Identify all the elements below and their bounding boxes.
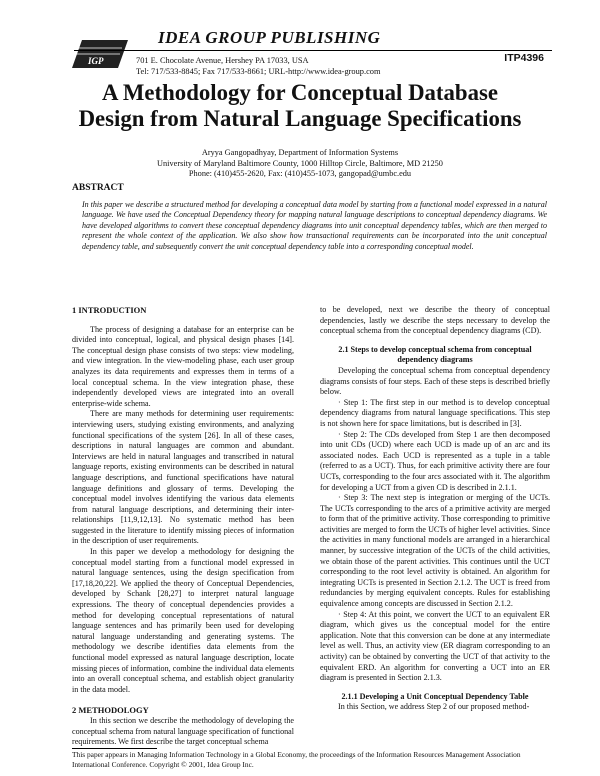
left-column <box>72 305 294 748</box>
subsection-2-1-heading-line-1: 2.1 Steps to develop conceptual schema from conceptual <box>338 344 532 354</box>
address-line-2: Tel: 717/533-8845; Fax 717/533-8661; URL-http://www.idea-group.com <box>136 67 381 76</box>
author-line-1: Aryya Gangopadhyay, Department of Information Systems <box>201 148 399 157</box>
author-line-3: Phone: (410)455-2620, Fax: (410)455-1073, gangopad@umbc.edu <box>188 169 412 179</box>
intro-paragraph-3: In this paper we develop a methodology for designing the conceptual model starting from a functional model expressed in natural language sentences, using the design specification from [17,18,20,22]. We applied the theory of Conceptual Dependencies, developed by Schank [28,27] to interpret natural language expressions. The theory of conceptual dependencies provides a method for developing conceptual representations of natural language sentences and has primarily been used for developing natural language understanding and generating systems. The methodology we describe identifies data elements from the functional model expressed as natural language description, locate missing pieces of information, combine the individual data elements into an overall conceptual schema, and establish object granularity in the data model. <box>72 547 294 694</box>
right-column <box>320 305 550 713</box>
author-line-2: University of Maryland Baltimore County, 1000 Hilltop Circle, Baltimore, MD 21250 <box>157 158 443 168</box>
header-rule <box>74 50 552 51</box>
publisher-address <box>136 55 381 77</box>
logo-text: IGP <box>88 56 104 66</box>
methodology-paragraph-1: In this section we describe the methodology of developing the conceptual schema from natural language specification of functional requirements. We first describe the target conceptual schema <box>72 715 294 747</box>
step-4-paragraph: · Step 4: At this point, we convert the UCT to an equivalent ER diagram, which gives us the conceptual model for the entire application. Note that this conversion can be done at any intermediate level as well. Thus, an activity view (ER diagram corresponding to an activity) can be obtained by converting the UCT of that activity to the equivalent ERD. An algorithm for converting a UCT into an ER diagram is presented in Section 2.1.3. <box>320 609 550 683</box>
paper-title <box>0 80 600 132</box>
paper-id: ITP4396 <box>504 52 544 64</box>
address-line-1: 701 E. Chocolate Avenue, Hershey PA 17033, USA <box>136 56 309 65</box>
subsection-2-1-heading-line-2: dependency diagrams <box>397 355 473 365</box>
publisher-name: IDEA GROUP PUBLISHING <box>158 28 381 47</box>
footer-rule <box>72 748 157 749</box>
intro-paragraph-1: The process of designing a database for an enterprise can be divided into conceptual, logical, and physical design phases [14]. The conceptual design phase consists of two steps: view modeling, and view integration. In the view-modeling phase, each user group analyzes its data requirements and expresses them in terms of a local conceptual schema. In the view integration phase, these independently developed views are integrated into an overall enterprise-wide schema. <box>72 324 294 408</box>
section-2-heading: 2 METHODOLOGY <box>72 705 149 716</box>
abstract-heading: ABSTRACT <box>72 183 124 193</box>
step-1-paragraph: · Step 1: The first step in our method is to develop conceptual dependency diagrams from natural language specifications. This step is not shown here for space limitations, but is described in [3]. <box>320 397 550 428</box>
title-line-1: A Methodology for Conceptual Database <box>102 80 498 105</box>
steps-intro-paragraph: Developing the conceptual schema from conceptual dependency diagrams consists of four steps. Each of these steps is described briefly below. <box>320 365 550 397</box>
subsection-2-1-1-paragraph: In this Section, we address Step 2 of our proposed method- <box>338 702 530 712</box>
abstract-text: In this paper we describe a structured method for developing a conceptual data model by starting from a functional model expressed in a natural language. We have used the Conceptual Dependency theory for mapping natural language descriptions to conceptual dependency diagrams. We have developed algorithms to convert these conceptual dependency diagrams into unit conceptual dependency tables, which are then merged to represent the whole context of the application. We also show how transactional requirements can be incorporated into the unit conceptual dependency table, and subsequently convert the unit conceptual dependency table into a corresponding conceptual model. <box>82 200 547 251</box>
author-block <box>0 148 600 180</box>
methodology-paragraph-cont: to be developed, next we describe the theory of conceptual dependencies, lastly we describe the steps necessary to develop the conceptual schema from the conceptual dependency diagrams (CD). <box>320 305 550 336</box>
intro-paragraph-2: There are many methods for determining user requirements: interviewing users, studying existing environments, and analyzing functional specifications of the system [26]. In all of these cases, descriptions in natural languages are common and abundant. Interviews are held in natural languages and transcribed in natural language reports, existing environments can be described in natural language descriptions, and functional specifications have natural language definitions and glossary of terms. Developing the conceptual model involves identifying the various data elements from natural language descriptions, and determining their inter-relationships [11,9,12,13]. No systematic method has been suggested in the literature to identify missing pieces of information in the description of user requirements. <box>72 409 294 546</box>
step-2-paragraph: · Step 2: The CDs developed from Step 1 are then decomposed into unit CDs (UCD) where each UCD is made up of an arc and its associated nodes. Each UCD is represented as a tuple in a table (referred to as a UCT). Thus, for each primitive activity there are four UCTs, corresponding to the four arcs associated with it. The algorithm for developing a UCT from a given CD is described in 2.1.1. <box>320 429 550 492</box>
subsection-2-1-1-heading: 2.1.1 Developing a Unit Conceptual Dependency Table <box>341 691 529 701</box>
title-line-2: Design from Natural Language Specifications <box>78 106 522 131</box>
igp-logo <box>72 40 128 68</box>
step-3-paragraph: · Step 3: The next step is integration or merging of the UCTs. The UCTs corresponding to the arcs of a primitive activity are merged to form that of the primitive activity. Those corresponding to primitive activities are merged to form the UCTs of higher level activities. Since the activities in many functional models are arranged in a hierarchical manner, by successive integration of the UCTs of the child activities, we obtain those of the parent activities. This continues until the UCT corresponding to the root level activity is obtained. An algorithm for integrating UCTs is presented in Section 2.1.2. The UCT is freed from redundancies by merging equivalent concepts. Rules for establishing equivalence among concepts are discussed in Section 2.1.2. <box>320 493 550 609</box>
footer-note: This paper appears in Managing Information Technology in a Global Economy, the proceedings of the Information Resources Management Association International Conference. Copyright © 2001, Idea Group Inc. <box>72 750 521 769</box>
section-1-heading: 1 INTRODUCTION <box>72 305 147 315</box>
